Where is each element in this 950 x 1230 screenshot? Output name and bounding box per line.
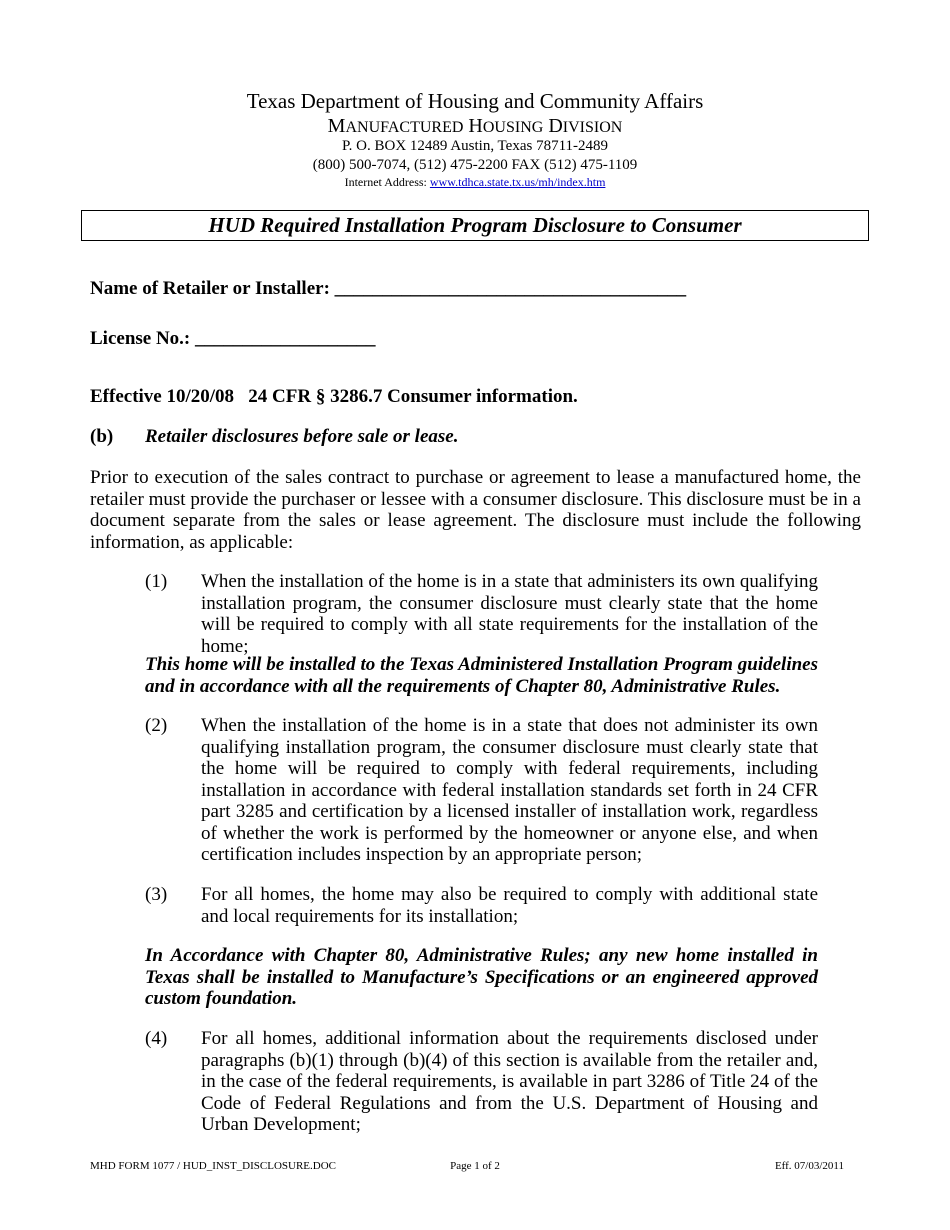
item-text: For all homes, the home may also be required to comply with additional state and local requirements for its installation; [201,884,818,927]
footer-form-id: MHD FORM 1077 / HUD_INST_DISCLOSURE.DOC [90,1160,336,1172]
license-number-blank[interactable]: ___________________ [195,328,376,349]
item-number: (4) [145,1028,168,1049]
retailer-name-blank[interactable]: _____________________________________ [334,278,687,299]
item-number: (1) [145,571,168,592]
item-text: For all homes, additional information about the requirements disclosed under paragraphs (b)(1) through (b)(4) of this section is available from the retailer and, in the case of the federal requirements, is available in part 3286 of Title 24 of the Code of Federal Regulations and from the U.S. Department of Housing and Urban Development; [201,1028,818,1135]
retailer-name-label: Name of Retailer or Installer: [90,278,330,299]
phone-numbers: (800) 500-7074, (512) 475-2200 FAX (512) 475-1109 [312,157,638,173]
license-number-field[interactable] [90,328,376,350]
agency-name: Texas Department of Housing and Community Affairs [246,89,704,113]
section-b-label: (b) [90,426,114,447]
effective-citation: Effective 10/20/08 24 CFR § 3286.7 Consumer information. [90,386,578,407]
intro-paragraph: Prior to execution of the sales contract to purchase or agreement to lease a manufactured home, the retailer must provide the purchaser or lessee with a consumer disclosure. This disclosure must be in a document separate from the sales or lease agreement. The disclosure must include the following information, as applicable: [90,467,861,553]
footer-page-number: Page 1 of 2 [450,1160,500,1172]
texas-program-note: This home will be installed to the Texas Administered Installation Program guidelines and in accordance with all the requirements of Chapter 80, Administrative Rules. [145,654,818,697]
item-number: (2) [145,715,168,736]
internet-label: Internet Address: [344,175,427,189]
item-text: When the installation of the home is in a state that administers its own qualifying installation program, the consumer disclosure must clearly state that the home will be required to comply with all state requirements for the installation of the home; [201,571,818,657]
item-number: (3) [145,884,168,905]
division-name: MANUFACTURED HOUSING DIVISION [327,115,623,137]
chapter80-note: In Accordance with Chapter 80, Administrative Rules; any new home installed in Texas shall be installed to Manufacture’s Specifications or an engineered approved custom foundation. [145,945,818,1009]
form-title: HUD Required Installation Program Disclosure to Consumer [81,210,869,241]
internet-address [0,175,950,190]
retailer-name-field[interactable] [90,278,686,300]
license-number-label: License No.: [90,328,191,349]
section-b-heading: Retailer disclosures before sale or lease. [145,426,459,447]
mailing-address: P. O. BOX 12489 Austin, Texas 78711-2489 [341,138,609,154]
footer-effective-date: Eff. 07/03/2011 [774,1160,844,1172]
website-link[interactable]: www.tdhca.state.tx.us/mh/index.htm [429,175,606,189]
item-text: When the installation of the home is in a state that does not administer its own qualifying installation program, the consumer disclosure must clearly state that the home will be required to comply with federal requirements, including installation in accordance with federal installation standards set forth in 24 CFR part 3285 and certification by a licensed installer of installation work, regardless of whether the work is performed by the homeowner or anyone else, and when certification includes inspection by an appropriate person; [201,715,818,865]
